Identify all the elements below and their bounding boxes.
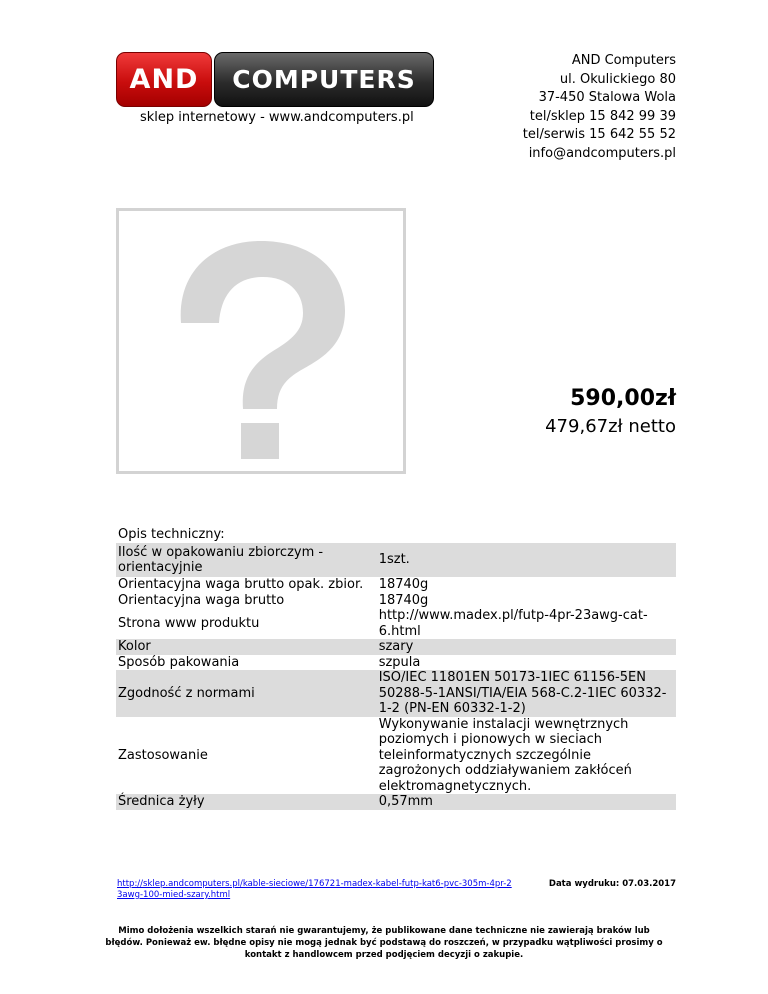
price-gross: 590,00zł bbox=[570, 386, 676, 411]
company-phone-shop: tel/sklep 15 842 99 39 bbox=[529, 108, 676, 124]
product-page-link[interactable]: http://sklep.andcomputers.pl/kable-sieciowe/176721-madex-kabel-futp-kat6-pvc-305m-4pr-23awg-100-mied-szary.html bbox=[117, 879, 512, 900]
spec-value: szpula bbox=[378, 654, 421, 670]
question-mark-placeholder-icon bbox=[119, 211, 403, 471]
spec-label: Zgodność z normami bbox=[116, 670, 377, 717]
company-city: 37-450 Stalowa Wola bbox=[538, 90, 676, 105]
spec-value: szary bbox=[377, 639, 676, 655]
spec-value: Wykonywanie instalacji wewnętrznych poziomych i pionowych w sieciach teleinformatycznych szczególnie zagrożonych oddziaływaniem zakłóceń elektromagnetycznych. bbox=[378, 716, 632, 794]
company-contact-block bbox=[523, 52, 676, 163]
table-row bbox=[116, 717, 676, 795]
spec-label: Kolor bbox=[116, 639, 377, 655]
spec-value: 1szt. bbox=[377, 543, 676, 577]
spec-label: Średnica żyły bbox=[116, 794, 377, 810]
spec-label: Zastosowanie bbox=[118, 747, 208, 763]
spec-label: Orientacyjna waga brutto bbox=[118, 592, 285, 608]
spec-section-title: Opis techniczny: bbox=[118, 527, 225, 542]
table-row bbox=[116, 639, 676, 655]
legal-disclaimer: Mimo dołożenia wszelkich starań nie gwarantujemy, że publikowane dane techniczne nie zawierają braków lub błędów. Ponieważ ew. błędne opisy nie mogą jednak być podstawą do roszczeń, w przypadku wątpliwości prosimy o kontakt z handlowcem przed podjęciem decyzji o zakupie. bbox=[105, 926, 663, 960]
company-phone-service: tel/serwis 15 642 55 52 bbox=[522, 127, 676, 142]
company-name: AND Computers bbox=[571, 53, 676, 68]
spec-label: Sposób pakowania bbox=[118, 654, 240, 670]
price-net: 479,67zł netto bbox=[545, 416, 676, 437]
spec-label: Strona www produktu bbox=[118, 615, 260, 631]
table-row bbox=[116, 577, 676, 593]
spec-value: ISO/IEC 11801EN 50173-1IEC 61156-5EN 50288-5-1ANSI/TIA/EIA 568-C.2-1IEC 60332-1-2 (PN-EN 60332-1-2) bbox=[377, 670, 676, 717]
spec-table bbox=[116, 543, 676, 810]
table-row bbox=[116, 593, 676, 609]
store-tagline: sklep internetowy - www.andcomputers.pl bbox=[140, 110, 414, 125]
print-date: Data wydruku: 07.03.2017 bbox=[548, 879, 676, 889]
logo-computers-badge: COMPUTERS bbox=[214, 52, 434, 107]
spec-value: 18740g bbox=[378, 592, 429, 608]
table-row bbox=[116, 608, 676, 639]
spec-value: 0,57mm bbox=[377, 794, 676, 810]
table-row bbox=[116, 655, 676, 671]
table-row bbox=[116, 543, 676, 577]
spec-label: Ilość w opakowaniu zbiorczym - orientacyjnie bbox=[116, 543, 377, 577]
spec-value: http://www.madex.pl/futp-4pr-23awg-cat-6.html bbox=[378, 608, 648, 639]
company-street: ul. Okulickiego 80 bbox=[559, 71, 676, 87]
table-row bbox=[116, 670, 676, 717]
table-row bbox=[116, 794, 676, 810]
product-image-placeholder bbox=[116, 208, 406, 474]
spec-value: 18740g bbox=[378, 577, 429, 592]
logo-and-badge: AND bbox=[116, 52, 212, 107]
company-email: info@andcomputers.pl bbox=[528, 145, 676, 161]
spec-label: Orientacyjna waga brutto opak. zbior. bbox=[118, 577, 364, 592]
store-logo bbox=[116, 52, 436, 108]
